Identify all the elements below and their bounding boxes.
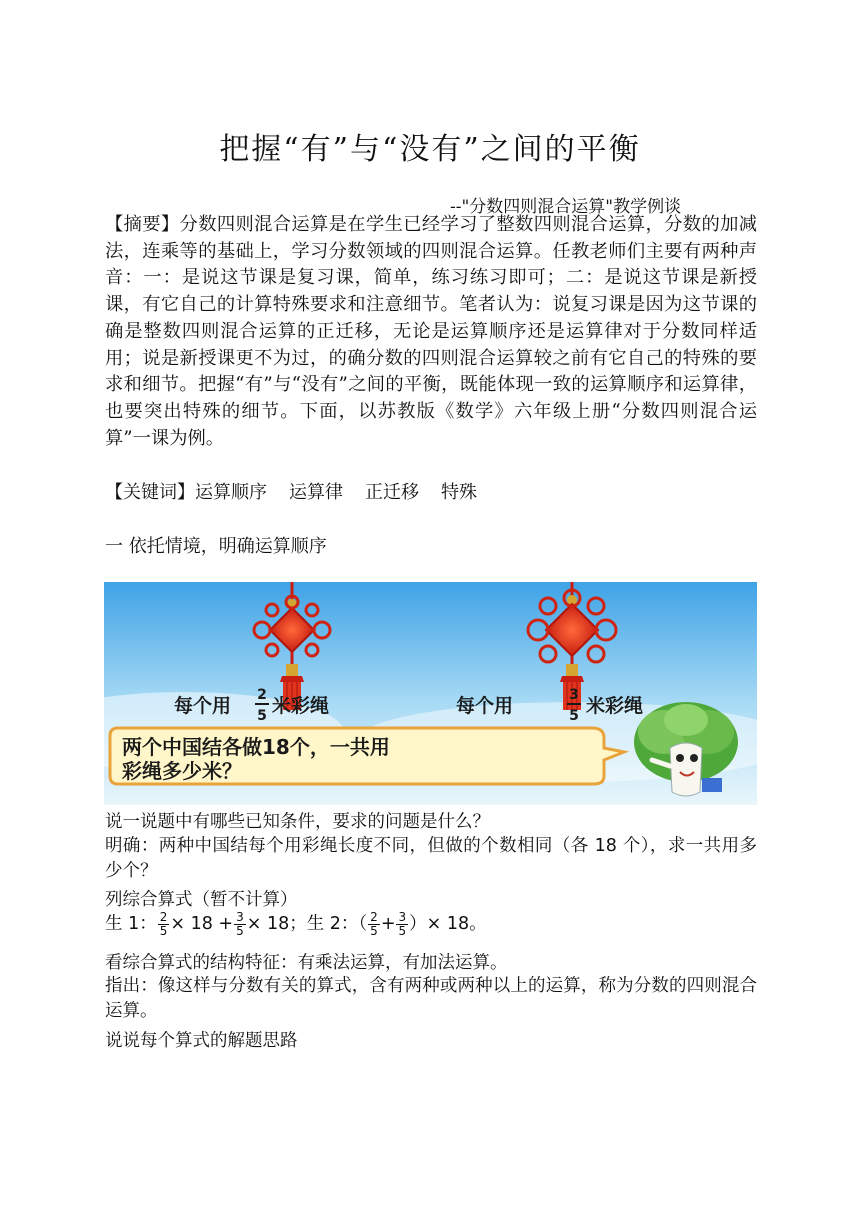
expression-text: × 18 + bbox=[170, 914, 234, 934]
plus-sign: + bbox=[380, 914, 396, 934]
keyword-term: 特殊 bbox=[441, 482, 477, 503]
fraction: $\frac{2}{5}$ bbox=[159, 909, 168, 938]
caption-right-prefix: 每个用 bbox=[456, 695, 514, 717]
keywords-line bbox=[105, 478, 499, 504]
question-bubble bbox=[110, 728, 624, 784]
student-expressions-line bbox=[105, 910, 487, 938]
caption-left-numerator: 2 bbox=[257, 687, 267, 703]
fraction: $\frac{3}{5}$ bbox=[398, 909, 407, 938]
point-out-paragraph: 指出：像这样与分数有关的算式，含有两种或两种以上的运算，称为分数的四则混合运算。 bbox=[105, 976, 757, 1021]
student1-label: 生 1： bbox=[105, 914, 157, 934]
subtitle: --"分数四则混合运算"教学例谈 bbox=[450, 197, 682, 217]
keyword-term: 运算顺序 bbox=[195, 482, 267, 503]
closing-line: 说说每个算式的解题思路 bbox=[105, 1031, 298, 1051]
illustration-banner bbox=[104, 582, 757, 805]
keyword-term: 正迁移 bbox=[365, 482, 419, 503]
list-expression-line: 列综合算式（暂不计算） bbox=[105, 890, 298, 910]
expression-text: × 18；生 2：（ bbox=[246, 914, 368, 934]
clarify-paragraph: 明确：两种中国结每个用彩绳长度不同，但做的个数相同（各 18 个），求一共用多少个？ bbox=[105, 836, 757, 881]
caption-left-denominator: 5 bbox=[257, 708, 267, 724]
question-line-2: 彩绳多少米？ bbox=[122, 759, 242, 783]
caption-left-suffix: 米彩绳 bbox=[272, 695, 330, 717]
expression-text: ）× 18。 bbox=[409, 914, 487, 934]
abstract-paragraph: 【摘要】分数四则混合运算是在学生已经学习了整数四则混合运算，分数的加减法，连乘等的基础上，学习分数领域的四则混合运算。任教老师们主要有两种声音：一：是说这节课是复习课，简单，练习练习即可；二：是说这节课是新授课，有它自己的计算特殊要求和注意细节。笔者认为：说复习课是因为这节课的确是整数四则混合运算的正迁移，无论是运算顺序还是运算律对于分数同样适用；说是新授课更不为过，的确分数的四则混合运算较之前有它自己的特殊的要求和细节。把握“有”与“没有”之间的平衡，既能体现一致的运算顺序和运算律，也要突出特殊的细节。下面，以苏教版《数学》六年级上册“分数四则混合运算”一课为例。 bbox=[105, 214, 757, 449]
fraction: $\frac{3}{5}$ bbox=[236, 909, 244, 938]
page-title: 把握“有”与“没有”之间的平衡 bbox=[219, 132, 641, 167]
question-line-1: 两个中国结各做18个，一共用 bbox=[122, 735, 390, 759]
keyword-term: 运算律 bbox=[289, 482, 343, 503]
caption-right-suffix: 米彩绳 bbox=[586, 695, 644, 717]
fraction: $\frac{2}{5}$ bbox=[370, 909, 378, 938]
caption-right-numerator: 3 bbox=[569, 687, 579, 703]
observe-line: 看综合算式的结构特征：有乘法运算，有加法运算。 bbox=[105, 953, 508, 973]
keywords-label: 【关键词】 bbox=[105, 482, 195, 503]
section-heading: 一 依托情境，明确运算顺序 bbox=[105, 536, 327, 557]
caption-left-prefix: 每个用 bbox=[174, 695, 232, 717]
question-prompt: 说一说题中有哪些已知条件，要求的问题是什么？ bbox=[105, 812, 490, 832]
caption-right-denominator: 5 bbox=[569, 708, 579, 724]
